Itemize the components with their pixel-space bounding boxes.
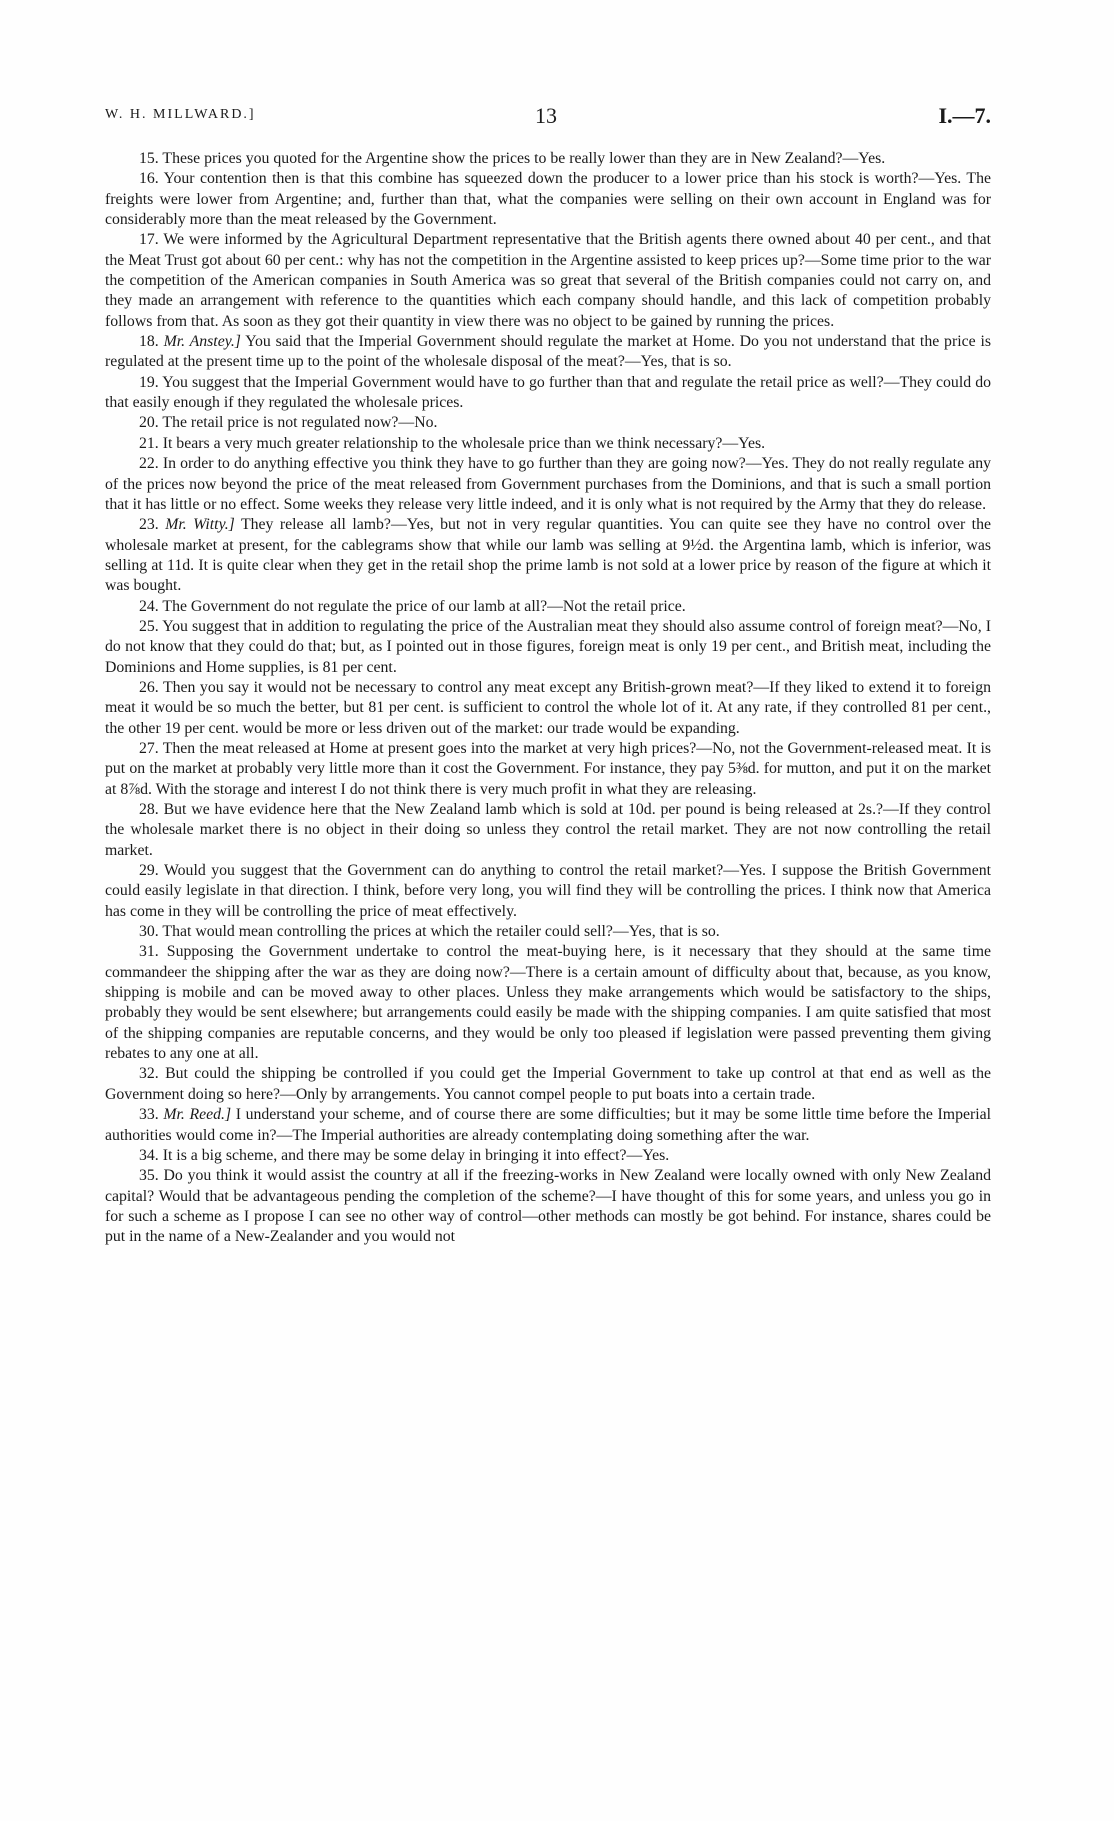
- question-paragraph: [105, 1105, 991, 1146]
- question-answer-text: The Government do not regulate the price of our lamb at all?—Not the retail price.: [162, 597, 686, 615]
- question-paragraph: [105, 373, 991, 414]
- speaker-name: Mr. Anstey.]: [163, 333, 241, 351]
- question-answer-text: The retail price is not regulated now?—No.: [162, 414, 438, 432]
- question-number: 28.: [139, 801, 159, 818]
- question-answer-text: That would mean controlling the prices at which the retailer could sell?—Yes, that is so.: [162, 923, 720, 941]
- question-number: 19.: [139, 373, 159, 391]
- question-paragraph: [105, 597, 991, 617]
- question-paragraph: [105, 230, 991, 332]
- question-answer-text: It is a big scheme, and there may be some delay in bringing it into effect?—Yes.: [162, 1146, 670, 1164]
- question-answer-text: Do you think it would assist the country at all if the freezing-works in New Zealand were locally owned with only New Zealand capital? Would that be advantageous pending the completion of the scheme?—I have thought of this for some years, and unless you go in for such a scheme as I propose I can see no other way of control—other methods can mostly be got behind. For instance, shares could be put in the name of a New-Zealander and you would not: [105, 1167, 992, 1246]
- question-paragraph: [105, 922, 991, 942]
- question-number: 30.: [139, 923, 159, 941]
- question-number: 18.: [139, 333, 159, 351]
- question-paragraph: [105, 1166, 991, 1247]
- witness-name: W. H. MILLWARD.]: [105, 107, 256, 122]
- question-paragraph: [105, 169, 991, 230]
- speaker-name: Mr. Witty.]: [165, 516, 235, 534]
- question-answer-text: They release all lamb?—Yes, but not in very regular quantities. You can quite see they have no control over the wholesale market at present, for the cablegrams show that while our lamb was selling at 9½d. the Argentina lamb, which is inferior, was selling at 11d. It is quite clear when they get in the retail shop the prime lamb is not sold at a lower price by reason of the figure at which it was bought.: [105, 516, 991, 595]
- question-number: 35.: [139, 1167, 159, 1185]
- question-paragraph: [105, 149, 991, 169]
- question-paragraph: [105, 454, 991, 515]
- question-paragraph: [105, 861, 991, 922]
- question-paragraph: [105, 800, 991, 861]
- question-paragraph: [105, 942, 991, 1064]
- question-answer-text: You said that the Imperial Government should regulate the market at Home. Do you not understand that the price is regulated at the present time up to the point of the wholesale disposal of the meat?—Yes, that is so.: [105, 333, 991, 371]
- question-paragraph: [105, 1064, 991, 1105]
- question-number: 16.: [139, 170, 159, 188]
- question-number: 17.: [139, 231, 159, 249]
- question-paragraph: [105, 332, 991, 373]
- question-answer-text: I understand your scheme, and of course there are some difficulties; but it may be some little time before the Imperial authorities would come in?—The Imperial authorities are already contemplating doing something after the war.: [105, 1106, 992, 1144]
- question-answer-text: These prices you quoted for the Argentine show the prices to be really lower than they are in New Zealand?—Yes.: [162, 150, 886, 167]
- question-answer-text: Would you suggest that the Government can do anything to control the retail market?—Yes. I suppose the British Government could easily legislate in that direction. I think, before very long, you will find they will be controlling the prices. I think now that America has come in they will be controlling the price of meat effectively.: [105, 862, 991, 920]
- page-number: 13: [535, 103, 557, 128]
- question-answer-text: But could the shipping be controlled if you could get the Imperial Government to take up control at that end as well as the Government doing so here?—Only by arrangements. You cannot compel people to put boats into a certain trade.: [105, 1065, 992, 1103]
- page-header: [105, 103, 991, 131]
- speaker-name: Mr. Reed.]: [163, 1106, 232, 1124]
- question-number: 22.: [139, 455, 159, 473]
- question-paragraph: [105, 413, 991, 433]
- question-number: 33.: [139, 1106, 159, 1124]
- question-number: 27.: [139, 739, 159, 757]
- document-reference: I.—7.: [938, 103, 991, 128]
- question-number: 29.: [139, 862, 159, 880]
- question-number: 24.: [139, 597, 159, 615]
- question-answer-text: Then you say it would not be necessary to control any meat except any British-grown meat?—If they liked to extend it to foreign meat it would be so much the better, but 81 per cent. is sufficient to control the whole lot of it. At any rate, if they controlled 81 per cent., the other 19 per cent. would be more or less driven out of the market: our trade would be expanding.: [105, 678, 991, 737]
- question-answer-text: But we have evidence here that the New Zealand lamb which is sold at 10d. per pound is being released at 2s.?—If they control the wholesale market there is no object in their doing so unless they control the retail market. They are not now controlling the retail market.: [105, 801, 992, 859]
- question-paragraph: [105, 678, 991, 739]
- question-answer-text: It bears a very much greater relationship to the wholesale price than we think necessary?—Yes.: [162, 434, 766, 452]
- question-answer-text: We were informed by the Agricultural Department representative that the British agents there owned about 40 per cent., and that the Meat Trust got about 60 per cent.: why has not the competition in the Argentine assisted to keep prices up?—Some time prior to the war the competition of the American companies in South America was so great that several of the British companies could not carry on, and they made an arrangement with reference to the quantities which each company should handle, and this lack of competition probably follows from that. As soon as they got their quantity in view there was no object to be gained by running the prices.: [105, 231, 991, 330]
- question-answer-text: You suggest that the Imperial Government would have to go further than that and regulate the retail price as well?—They could do that easily enough if they regulated the wholesale prices.: [105, 373, 991, 412]
- question-number: 15.: [139, 150, 159, 167]
- question-paragraph: [105, 515, 991, 596]
- question-number: 32.: [139, 1065, 159, 1083]
- question-number: 31.: [139, 943, 159, 961]
- testimony-body: [105, 149, 991, 1248]
- question-number: 34.: [139, 1146, 159, 1164]
- question-answer-text: Your contention then is that this combine has squeezed down the producer to a lower price than his stock is worth?—Yes. The freights were lower from Argentine; and, further than that, what the companies were selling on their own account in England was for considerably more than the meat released by the Government.: [105, 170, 991, 229]
- question-paragraph: [105, 434, 991, 454]
- question-paragraph: [105, 739, 991, 800]
- question-paragraph: [105, 617, 991, 678]
- question-answer-text: Supposing the Government undertake to control the meat-buying here, is it necessary that they should at the same time commandeer the shipping after the war as they are doing now?—There is a certain amount of difficulty about that, because, as you know, shipping is mobile and can be moved away to other places. Unless they make arrangements which would be satisfactory to the ships, probably they would be sent elsewhere; but arrangements could easily be made with the shipping companies. I am quite satisfied that most of the shipping companies are reputable concerns, and they would be only too pleased if legislation were passed preventing them giving rebates to any one at all.: [105, 943, 991, 1063]
- question-number: 26.: [139, 678, 159, 696]
- question-answer-text: You suggest that in addition to regulating the price of the Australian meat they should also assume control of foreign meat?—No, I do not know that they could do that; but, as I pointed out in those figures, foreign meat is only 19 per cent., and British meat, including the Dominions and Home supplies, is 81 per cent.: [105, 617, 991, 676]
- question-paragraph: [105, 1146, 991, 1166]
- question-number: 20.: [139, 414, 159, 432]
- question-number: 23.: [139, 516, 159, 534]
- question-answer-text: In order to do anything effective you think they have to go further than they are going now?—Yes. They do not really regulate any of the prices now beyond the price of the meat released from Government purchases from the Dominions, and that is such a small portion that it has little or no effect. Some weeks they release very little indeed, and it is only what is not required by the Army that they do release.: [105, 455, 991, 513]
- question-number: 21.: [139, 434, 159, 452]
- question-number: 25.: [139, 617, 159, 635]
- question-answer-text: Then the meat released at Home at present goes into the market at very high prices?—No, not the Government-released meat. It is put on the market at probably very little more than it cost the Government. For instance, they pay 5⅜d. for mutton, and put it on the market at 8⅞d. With the storage and interest I do not think there is very much profit in what they are releasing.: [105, 739, 991, 798]
